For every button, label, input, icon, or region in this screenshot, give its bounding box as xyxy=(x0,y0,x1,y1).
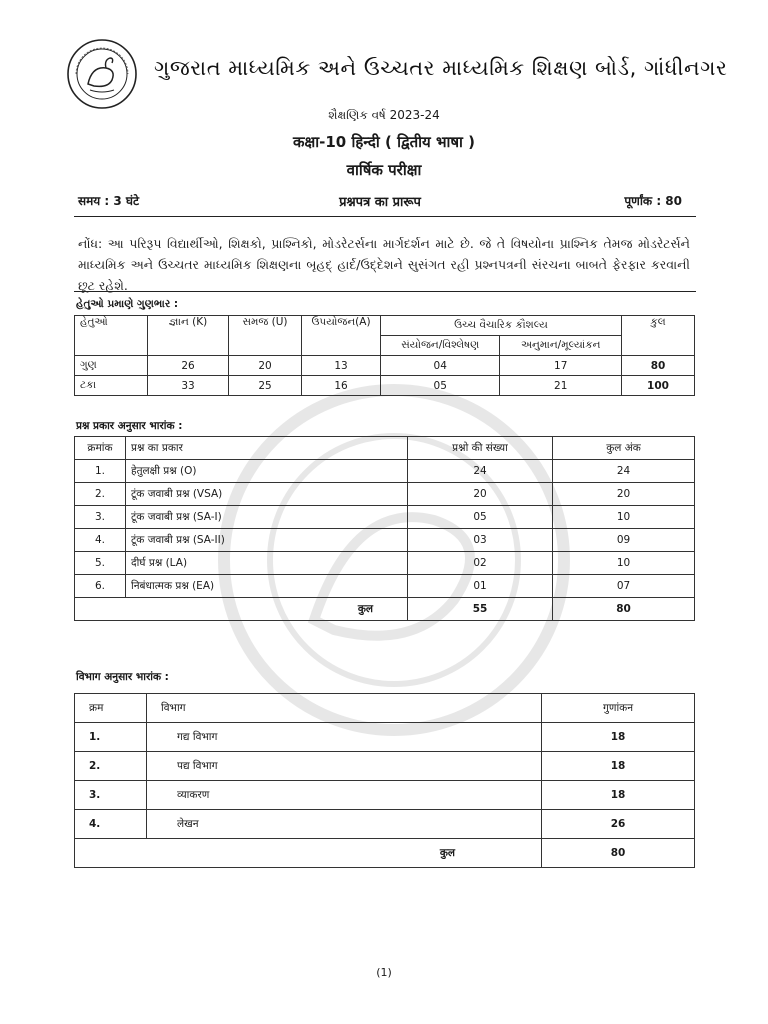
cell: 04 xyxy=(381,356,500,376)
cell-type: दीर्घ प्रश्न (LA) xyxy=(126,552,408,575)
cell-marks: 24 xyxy=(553,460,695,483)
cell-marks: 07 xyxy=(553,575,695,598)
cell: 16 xyxy=(302,376,381,396)
board-seal-icon xyxy=(66,38,138,110)
cell-marks: 10 xyxy=(553,506,695,529)
cell-no: 2. xyxy=(75,752,147,781)
table-row xyxy=(75,810,695,839)
cell-type: हेतुलक्षी प्रश्न (O) xyxy=(126,460,408,483)
cell-count: 05 xyxy=(408,506,553,529)
type-weightage-table xyxy=(74,436,695,621)
cell-no: 5. xyxy=(75,552,126,575)
divider-top xyxy=(74,216,696,217)
cell-section: पद्य विभाग xyxy=(147,752,542,781)
type-weightage-title: प्रश्न प्रकार अनुसार भारांक : xyxy=(76,420,183,432)
cell-no: 3. xyxy=(75,506,126,529)
cell-marks: 18 xyxy=(542,723,695,752)
cell-marks: 26 xyxy=(542,810,695,839)
cell-count: 01 xyxy=(408,575,553,598)
cell-type: टूंक जवाबी प्रश्न (SA-I) xyxy=(126,506,408,529)
cell: 20 xyxy=(229,356,302,376)
table-header-row xyxy=(75,437,695,460)
col-synthesis: સંયોજન/વિશ્લેષણ xyxy=(381,336,500,356)
note-label: નોંધ: xyxy=(78,236,103,251)
cell-type: टूंक जवाबी प्रश्न (SA-II) xyxy=(126,529,408,552)
objective-weightage-table xyxy=(74,315,695,396)
class-subject: कक्षा-10 हिन्दी ( द्वितीय भाषा ) xyxy=(292,133,476,151)
cell-type: टूंक जवाबी प्रश्न (VSA) xyxy=(126,483,408,506)
cell-no: 2. xyxy=(75,483,126,506)
note-paragraph xyxy=(78,233,690,296)
divider-note xyxy=(74,291,696,292)
col-hots: ઉચ્ચ વૈચારિક કૌશલ્ય xyxy=(381,316,622,336)
table-row xyxy=(75,376,695,396)
cell: 13 xyxy=(302,356,381,376)
total-marks-cell: 80 xyxy=(542,839,695,868)
cell-no: 4. xyxy=(75,529,126,552)
cell: 33 xyxy=(148,376,229,396)
table-row xyxy=(75,460,695,483)
cell: 25 xyxy=(229,376,302,396)
table-total-row xyxy=(75,839,695,868)
cell-no: 1. xyxy=(75,723,147,752)
cell-count: 20 xyxy=(408,483,553,506)
row-label: ગુણ xyxy=(75,356,148,376)
table-row xyxy=(75,529,695,552)
total-marks: पूर्णांक : 80 xyxy=(624,194,682,208)
cell-section: लेखन xyxy=(147,810,542,839)
exam-name: वार्षिक परीक्षा xyxy=(346,161,422,179)
cell-section: गद्य विभाग xyxy=(147,723,542,752)
col-understanding: સમજ (U) xyxy=(229,316,302,356)
col-application: ઉપયોજન(A) xyxy=(302,316,381,356)
table-row xyxy=(75,781,695,810)
col-no: क्रमांक xyxy=(75,437,126,460)
objective-weightage-title: હેતુઓ પ્રમાણે ગુણભાર : xyxy=(76,298,179,310)
total-marks-cell: 80 xyxy=(553,598,695,621)
cell-section: व्याकरण xyxy=(147,781,542,810)
section-weightage-table xyxy=(74,693,695,868)
cell-total: 100 xyxy=(622,376,695,396)
col-evaluation: અનુમાન/મૂલ્યાંકન xyxy=(500,336,622,356)
table-header-row xyxy=(75,316,695,336)
cell-no: 6. xyxy=(75,575,126,598)
table-row xyxy=(75,723,695,752)
col-type: प्रश्न का प्रकार xyxy=(126,437,408,460)
cell: 21 xyxy=(500,376,622,396)
col-marks: कुल अंक xyxy=(553,437,695,460)
cell: 26 xyxy=(148,356,229,376)
col-marks: गुणांकन xyxy=(542,694,695,723)
total-label: कुल xyxy=(75,839,542,868)
cell-no: 1. xyxy=(75,460,126,483)
col-count: प्रश्नो की संख्या xyxy=(408,437,553,460)
col-total: કુલ xyxy=(622,316,695,356)
cell-no: 3. xyxy=(75,781,147,810)
col-no: क्रम xyxy=(75,694,147,723)
row-label: ટકા xyxy=(75,376,148,396)
table-row xyxy=(75,483,695,506)
cell-marks: 18 xyxy=(542,781,695,810)
total-label: कुल xyxy=(75,598,408,621)
paper-meta-row xyxy=(78,192,682,212)
col-knowledge: જ્ઞાન (K) xyxy=(148,316,229,356)
col-objective: હેતુઓ xyxy=(75,316,148,356)
duration: समय : 3 घंटे xyxy=(78,194,140,208)
table-row xyxy=(75,506,695,529)
cell-type: निबंधात्मक प्रश्न (EA) xyxy=(126,575,408,598)
cell-count: 03 xyxy=(408,529,553,552)
total-count: 55 xyxy=(408,598,553,621)
cell-no: 4. xyxy=(75,810,147,839)
paper-title: प्रश्नपत्र का प्रारूप xyxy=(339,195,421,210)
note-text: આ પરિરૂપ વિદ્યાર્થીઓ, શિક્ષકો, પ્રાશ્નિકો, મોડરેટર્સના માર્ગદર્શન માટે છે. જે તે વિષયોના પ્રાશ્નિક તેમજ મોડરેટર્સને માધ્યમિક અને ઉચ્ચતર માધ્યમિક શિક્ષણના બૃહદ્ હાર્દ/ઉદ્દેશને સુસંગત રહી પ્રશ્નપત્રની સંરચના બાબતે ફેરફાર કરવાની છૂટ રહેશે. xyxy=(78,236,690,293)
section-weightage-title: विभाग अनुसार भारांक : xyxy=(76,671,169,683)
table-row xyxy=(75,752,695,781)
cell-marks: 09 xyxy=(553,529,695,552)
table-row xyxy=(75,575,695,598)
cell-marks: 10 xyxy=(553,552,695,575)
table-total-row xyxy=(75,598,695,621)
cell-total: 80 xyxy=(622,356,695,376)
cell-marks: 20 xyxy=(553,483,695,506)
col-section: विभाग xyxy=(147,694,542,723)
page-number: (1) xyxy=(376,966,392,979)
cell: 17 xyxy=(500,356,622,376)
academic-year: શૈક્ષણિક વર્ષ 2023-24 xyxy=(328,108,440,122)
board-title: ગુજરાત માધ્યમિક અને ઉચ્ચતર માધ્યમિક શિક્ષણ બોર્ડ, ગાંધીનગર xyxy=(154,56,728,80)
cell-marks: 18 xyxy=(542,752,695,781)
cell-count: 02 xyxy=(408,552,553,575)
table-row xyxy=(75,552,695,575)
table-header-row xyxy=(75,694,695,723)
cell: 05 xyxy=(381,376,500,396)
table-row xyxy=(75,356,695,376)
cell-count: 24 xyxy=(408,460,553,483)
